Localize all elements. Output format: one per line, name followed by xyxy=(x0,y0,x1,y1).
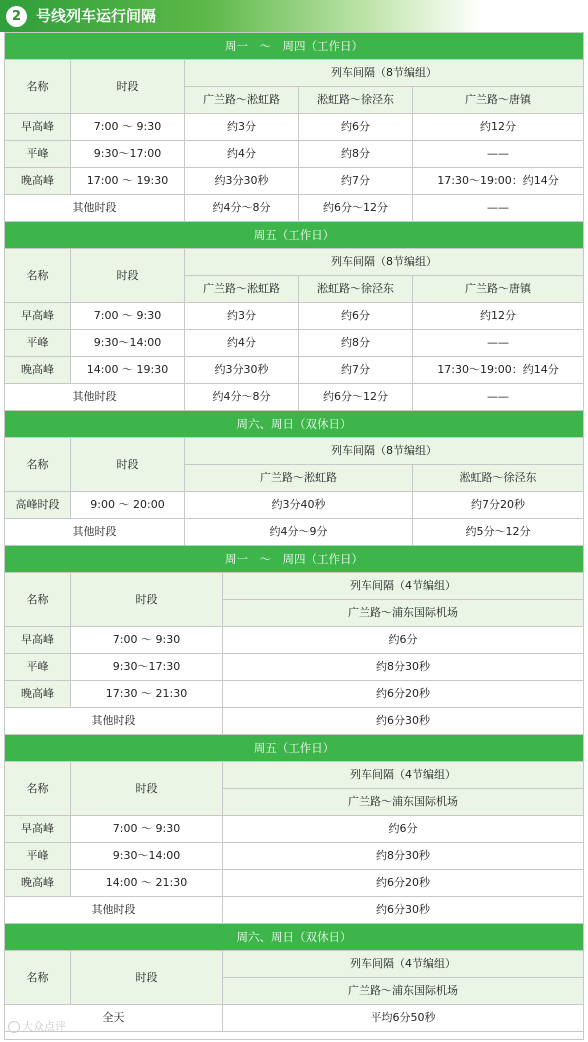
interval-value: 约8分30秒 xyxy=(223,843,583,870)
column-header-time: 时段 xyxy=(71,60,185,114)
row-time-range: 9:30～17:30 xyxy=(71,654,223,681)
interval-value: 约8分 xyxy=(299,141,413,168)
row-other-label: 其他时段 xyxy=(5,384,185,411)
row-other-label: 全天 xyxy=(5,1005,223,1032)
column-header-name: 名称 xyxy=(5,249,71,303)
column-header-segment: 淞虹路～徐泾东 xyxy=(413,465,583,492)
row-name: 晚高峰 xyxy=(5,870,71,897)
interval-value: 约6分 xyxy=(299,303,413,330)
interval-value: 约6分20秒 xyxy=(223,870,583,897)
column-header-name: 名称 xyxy=(5,438,71,492)
column-header-time: 时段 xyxy=(71,438,185,492)
schedule-section-title: 周一 ～ 周四（工作日） xyxy=(5,33,583,60)
column-header-segment: 广兰路～唐镇 xyxy=(413,87,583,114)
column-header-segment: 广兰路～浦东国际机场 xyxy=(223,600,583,627)
interval-value: 约8分30秒 xyxy=(223,654,583,681)
row-time-range: 9:30～14:00 xyxy=(71,330,185,357)
column-header-segment: 广兰路～淞虹路 xyxy=(185,276,299,303)
column-header-name: 名称 xyxy=(5,573,71,627)
watermark xyxy=(8,1018,66,1034)
interval-value: 约4分～8分 xyxy=(185,195,299,222)
interval-table xyxy=(4,32,584,1040)
column-header-segment: 广兰路～浦东国际机场 xyxy=(223,789,583,816)
interval-value: 约6分30秒 xyxy=(223,708,583,735)
watermark-logo-icon xyxy=(8,1021,20,1033)
schedule-section-title: 周五（工作日） xyxy=(5,222,583,249)
section-title-bar xyxy=(0,0,588,32)
row-time-range: 9:30～17:00 xyxy=(71,141,185,168)
row-time-range: 7:00 ～ 9:30 xyxy=(71,114,185,141)
row-other-label: 其他时段 xyxy=(5,708,223,735)
row-name: 早高峰 xyxy=(5,303,71,330)
column-header-segment: 广兰路～淞虹路 xyxy=(185,87,299,114)
interval-value: —— xyxy=(413,195,583,222)
row-name: 晚高峰 xyxy=(5,681,71,708)
row-other-label: 其他时段 xyxy=(5,519,185,546)
interval-value: 约6分～12分 xyxy=(299,195,413,222)
interval-value: 约3分 xyxy=(185,114,299,141)
column-header-segment: 广兰路～唐镇 xyxy=(413,276,583,303)
interval-value: 约8分 xyxy=(299,330,413,357)
interval-value: 约3分40秒 xyxy=(185,492,413,519)
interval-value: 约6分 xyxy=(223,627,583,654)
interval-value: 17:30～19:00：约14分 xyxy=(413,357,583,384)
interval-value: 约12分 xyxy=(413,303,583,330)
schedule-section-title: 周六、周日（双休日） xyxy=(5,924,583,951)
interval-value: 约3分30秒 xyxy=(185,357,299,384)
interval-value: —— xyxy=(413,384,583,411)
interval-value: 约4分～9分 xyxy=(185,519,413,546)
interval-value: 平均6分50秒 xyxy=(223,1005,583,1032)
interval-value: 约4分 xyxy=(185,330,299,357)
interval-value: —— xyxy=(413,330,583,357)
row-name: 早高峰 xyxy=(5,114,71,141)
interval-value: 约12分 xyxy=(413,114,583,141)
column-header-name: 名称 xyxy=(5,762,71,816)
row-name: 平峰 xyxy=(5,843,71,870)
column-header-interval-group: 列车间隔（8节编组） xyxy=(185,438,583,465)
column-header-segment: 淞虹路～徐泾东 xyxy=(299,276,413,303)
row-other-label: 其他时段 xyxy=(5,897,223,924)
row-time-range: 7:00 ～ 9:30 xyxy=(71,627,223,654)
row-time-range: 17:30 ～ 21:30 xyxy=(71,681,223,708)
row-time-range: 17:00 ～ 19:30 xyxy=(71,168,185,195)
row-name: 平峰 xyxy=(5,654,71,681)
column-header-segment: 广兰路～浦东国际机场 xyxy=(223,978,583,1005)
row-name: 早高峰 xyxy=(5,816,71,843)
interval-value: 约7分20秒 xyxy=(413,492,583,519)
interval-value: 约3分30秒 xyxy=(185,168,299,195)
schedule-section-title: 周六、周日（双休日） xyxy=(5,411,583,438)
column-header-interval-group: 列车间隔（8节编组） xyxy=(185,60,583,87)
row-other-label: 其他时段 xyxy=(5,195,185,222)
column-header-interval-group: 列车间隔（4节编组） xyxy=(223,573,583,600)
row-time-range: 14:00 ～ 19:30 xyxy=(71,357,185,384)
row-name: 高峰时段 xyxy=(5,492,71,519)
interval-value: 约4分 xyxy=(185,141,299,168)
interval-value: 约5分～12分 xyxy=(413,519,583,546)
section-title: 号线列车运行间隔 xyxy=(36,7,157,25)
interval-value: —— xyxy=(413,141,583,168)
schedule-section-title: 周一 ～ 周四（工作日） xyxy=(5,546,583,573)
row-name: 晚高峰 xyxy=(5,168,71,195)
column-header-time: 时段 xyxy=(71,951,223,1005)
column-header-segment: 淞虹路～徐泾东 xyxy=(299,87,413,114)
row-name: 晚高峰 xyxy=(5,357,71,384)
column-header-segment: 广兰路～淞虹路 xyxy=(185,465,413,492)
interval-value: 17:30～19:00：约14分 xyxy=(413,168,583,195)
interval-value: 约6分20秒 xyxy=(223,681,583,708)
column-header-name: 名称 xyxy=(5,951,71,1005)
schedule-section-title: 周五（工作日） xyxy=(5,735,583,762)
interval-value: 约7分 xyxy=(299,168,413,195)
interval-value: 约4分～8分 xyxy=(185,384,299,411)
column-header-time: 时段 xyxy=(71,762,223,816)
column-header-name: 名称 xyxy=(5,60,71,114)
column-header-time: 时段 xyxy=(71,249,185,303)
interval-value: 约6分 xyxy=(223,816,583,843)
row-time-range: 7:00 ～ 9:30 xyxy=(71,816,223,843)
interval-value: 约3分 xyxy=(185,303,299,330)
column-header-time: 时段 xyxy=(71,573,223,627)
interval-value: 约7分 xyxy=(299,357,413,384)
row-time-range: 9:00 ～ 20:00 xyxy=(71,492,185,519)
column-header-interval-group: 列车间隔（4节编组） xyxy=(223,762,583,789)
row-name: 平峰 xyxy=(5,141,71,168)
row-name: 平峰 xyxy=(5,330,71,357)
row-time-range: 9:30～14:00 xyxy=(71,843,223,870)
watermark-text: 大众点评 xyxy=(22,1020,66,1033)
column-header-interval-group: 列车间隔（4节编组） xyxy=(223,951,583,978)
section-number-badge: 2 xyxy=(6,6,27,27)
interval-value: 约6分30秒 xyxy=(223,897,583,924)
row-time-range: 14:00 ～ 21:30 xyxy=(71,870,223,897)
column-header-interval-group: 列车间隔（8节编组） xyxy=(185,249,583,276)
row-name: 早高峰 xyxy=(5,627,71,654)
interval-value: 约6分 xyxy=(299,114,413,141)
interval-value: 约6分～12分 xyxy=(299,384,413,411)
row-time-range: 7:00 ～ 9:30 xyxy=(71,303,185,330)
